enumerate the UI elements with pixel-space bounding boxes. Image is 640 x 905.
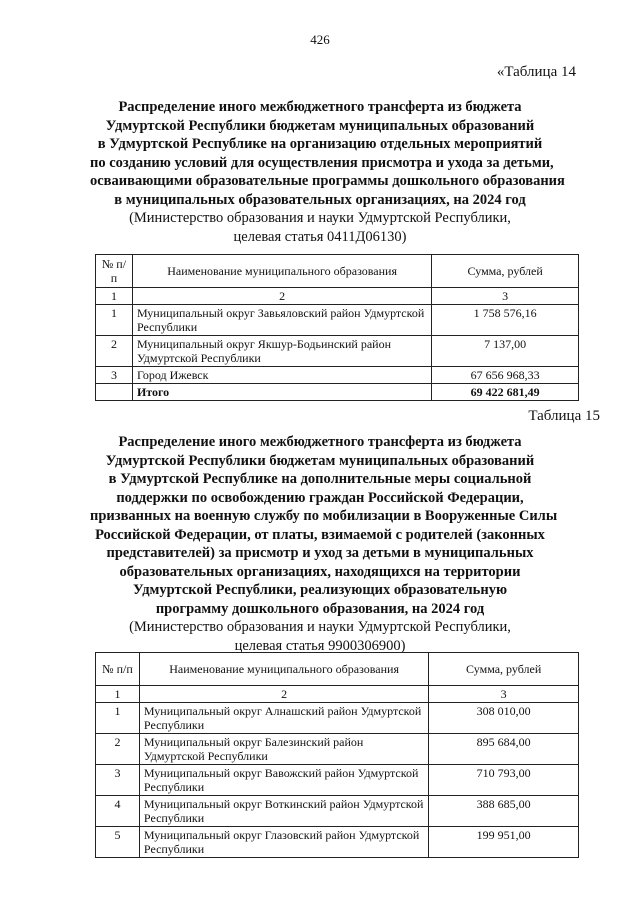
row-name: Город Ижевск (132, 367, 431, 384)
row-sum: 388 685,00 (429, 796, 579, 827)
header-sum: Сумма, рублей (432, 255, 579, 288)
title-line: осваивающими образовательные программы дошкольного образования (90, 173, 565, 189)
row-name: Муниципальный округ Глазовский район Удмуртской Республики (139, 827, 428, 858)
column-number-row (96, 686, 579, 703)
table-row (96, 336, 579, 367)
col-number: 2 (139, 686, 428, 703)
title-line: Российской Федерации, от платы, взимаемой с родителей (законных (95, 526, 545, 543)
total-label: Итого (132, 384, 431, 401)
title-line: Удмуртской Республики бюджетам муниципальных образований (105, 117, 535, 134)
title-line: представителей) за присмотр и уход за детьми в муниципальных (106, 545, 534, 561)
table-14-label: «Таблица 14 (496, 64, 576, 80)
table-row (96, 305, 579, 336)
row-sum: 710 793,00 (429, 765, 579, 796)
header-name: Наименование муниципального образования (139, 653, 428, 686)
subtitle-line: (Министерство образования и науки Удмуртской Республики, (129, 210, 511, 226)
title-line: в Удмуртской Республике на организацию отдельных мероприятий (97, 136, 543, 152)
title-line: Распределение иного межбюджетного трансферта из бюджета (118, 99, 522, 115)
table-14-title (90, 98, 565, 246)
table-row (96, 765, 579, 796)
col-number: 2 (132, 288, 431, 305)
total-empty (96, 384, 133, 401)
table-14 (95, 254, 579, 401)
row-sum: 1 758 576,16 (432, 305, 579, 336)
row-num: 5 (96, 827, 140, 858)
header-num: № п/п (96, 653, 140, 686)
title-line: программу дошкольного образования, на 2024 год (155, 600, 485, 617)
row-num: 3 (96, 367, 133, 384)
table-row (96, 734, 579, 765)
table-header-row (96, 255, 579, 288)
title-line: образовательных организациях, находящихся на территории (119, 563, 521, 580)
title-line: в муниципальных образовательных организациях, на 2024 год (114, 191, 526, 208)
col-number: 1 (96, 686, 140, 703)
row-num: 4 (96, 796, 140, 827)
row-sum: 67 656 968,33 (432, 367, 579, 384)
header-name: Наименование муниципального образования (132, 255, 431, 288)
title-line: по созданию условий для осуществления присмотра и ухода за детьми, (90, 154, 554, 171)
subtitle-line: целевая статья 0411Д06130) (233, 228, 407, 245)
page-number: 426 (310, 32, 330, 47)
col-number: 3 (429, 686, 579, 703)
subtitle-line: целевая статья 9900306900) (234, 637, 406, 654)
row-name: Муниципальный округ Алнашский район Удмуртской Республики (139, 703, 428, 734)
header-sum: Сумма, рублей (429, 653, 579, 686)
row-sum: 7 137,00 (432, 336, 579, 367)
header-num: № п/п (96, 255, 133, 288)
column-number-row (96, 288, 579, 305)
subtitle-line: (Министерство образования и науки Удмуртской Республики, (129, 619, 511, 635)
row-num: 1 (96, 703, 140, 734)
table-15-title (90, 433, 558, 655)
row-num: 1 (96, 305, 133, 336)
title-line: в Удмуртской Республике на дополнительные меры социальной (108, 471, 532, 487)
total-sum: 69 422 681,49 (432, 384, 579, 401)
row-num: 3 (96, 765, 140, 796)
title-line: Распределение иного межбюджетного трансферта из бюджета (118, 434, 522, 450)
table-header-row (96, 653, 579, 686)
table-row (96, 796, 579, 827)
row-num: 2 (96, 734, 140, 765)
row-name: Муниципальный округ Балезинский район Удмуртской Республики (139, 734, 428, 765)
table-15-label: Таблица 15 (528, 408, 600, 424)
title-line: призванных на военную службу по мобилизации в Вооруженные Силы (90, 508, 558, 524)
title-line: Удмуртской Республики, реализующих образовательную (132, 582, 508, 598)
row-name: Муниципальный округ Завьяловский район Удмуртской Республики (132, 305, 431, 336)
row-num: 2 (96, 336, 133, 367)
col-number: 1 (96, 288, 133, 305)
col-number: 3 (432, 288, 579, 305)
row-name: Муниципальный округ Воткинский район Удмуртской Республики (139, 796, 428, 827)
row-sum: 308 010,00 (429, 703, 579, 734)
row-sum: 895 684,00 (429, 734, 579, 765)
table-row (96, 367, 579, 384)
title-line: поддержки по освобождению граждан Российской Федерации, (116, 489, 524, 506)
row-name: Муниципальный округ Якшур-Бодьинский район Удмуртской Республики (132, 336, 431, 367)
table-15 (95, 652, 579, 858)
row-name: Муниципальный округ Вавожский район Удмуртской Республики (139, 765, 428, 796)
table-row (96, 703, 579, 734)
row-sum: 199 951,00 (429, 827, 579, 858)
title-line: Удмуртской Республики бюджетам муниципальных образований (105, 452, 535, 469)
table-row (96, 827, 579, 858)
total-row (96, 384, 579, 401)
